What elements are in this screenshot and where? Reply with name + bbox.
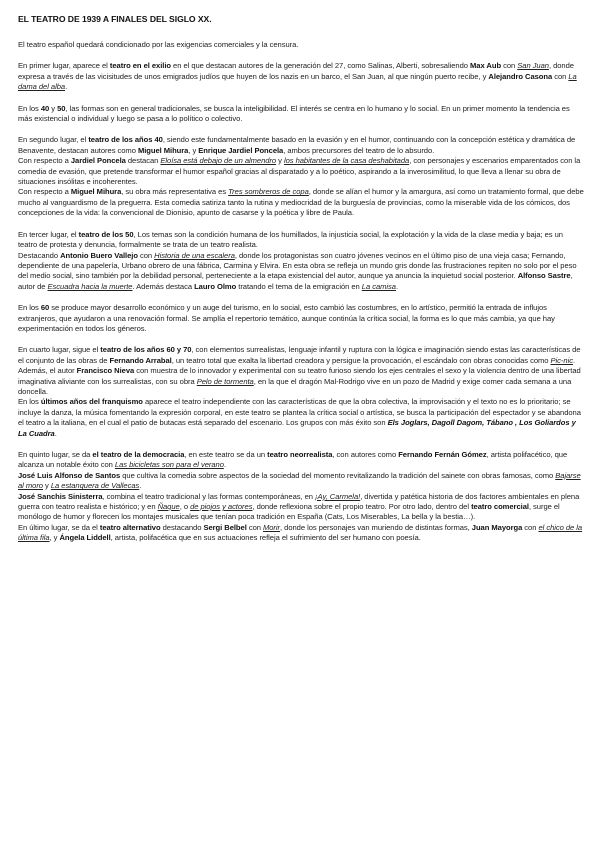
text-run: Destacando <box>18 250 61 260</box>
text-run: destacando <box>160 522 204 532</box>
text-run: , en este teatro se da un <box>184 450 268 459</box>
text-run: , donde se alían el humor y la amargura, así como un tratamiento formal, que debe mucho al vanguardismo de la preguerra. Esta comedia satiriza tanto la rutina y mediocridad de la burguesía de provincias, como la miserable vida de los cómicos, dos concepciones de la vida: la convencional de Dionisio, apunto de casarse y la poética y libre de Paula. <box>18 187 584 218</box>
text-run: con <box>501 61 518 71</box>
work-title: Historia de una escalera <box>154 250 235 260</box>
bold-term: Max Aub <box>470 61 502 71</box>
paragraph-50s-theatre <box>18 230 584 292</box>
work-title: Las bicicletas son para el verano <box>114 460 224 470</box>
bold-term: Antonio Buero Vallejo <box>60 250 138 260</box>
text-run: , su obra más representativa es <box>121 187 229 197</box>
bold-term: teatro comercial <box>471 502 529 512</box>
text-run: , donde los protagonistas son cuatro jóvenes vecinos en el último piso de una vieja casa; Fernando, dependiente de una papelería, Urbano obrero de una fábrica, Carmina y Elvira. En esta obra se refleja un mundo gris donde las frustraciones repiten no solo por el peso del medio social, sino también por la debilidad personal, perteneciente a la etapa existencial del autor, aunque ya anuncia la inquietud social posterior. <box>18 250 577 281</box>
text-run: , donde reflexiona sobre el propio teatro. Por otro lado, dentro del <box>252 502 472 512</box>
text-run: En quinto lugar, se da <box>18 450 93 459</box>
work-title: La estanquera de Vallecas <box>50 481 140 491</box>
bold-term: Miguel Mihura <box>137 145 189 155</box>
work-title: el chico de la última fila <box>18 522 583 543</box>
bold-term: teatro de los años 60 y 70 <box>100 345 192 355</box>
text-run: , surge el monólogo de humor y florecen los montajes musicales que tenían poca tradición en España (Cats, Los Miserables, La bella y la bestia…). <box>18 502 560 522</box>
text-run: con <box>246 522 263 532</box>
text-run: , en la que el dragón Mal-Rodrigo vive en un pozo de Madrid y exige comer cada semana a una doncella. <box>18 376 572 396</box>
text-run: . Además, el autor <box>18 355 576 376</box>
text-run: . <box>139 481 142 491</box>
paragraph-40s-theatre <box>18 135 584 218</box>
work-title: Escuadra hacia la muerte <box>47 281 133 291</box>
text-run: en el que destacan autores de la generación del 27, como Salinas, Alberti, sobresaliendo <box>170 61 471 71</box>
text-run: , con elementos surrealistas, lenguaje infantil y ruptura con la lógica e imaginación siendo estas las características de el conjunto de las obras de <box>18 345 581 365</box>
bold-term: Sergi Belbel <box>203 522 247 532</box>
paragraph-exile-theatre <box>18 61 584 92</box>
text-run: , divertida y patética historia de dos factores ambientales en plena guerra con teatro realista e histórico; y en <box>18 491 580 512</box>
text-run: que cultiva la comedia sobre aspectos de la sociedad del momento revitalizando la tradición del sainete con obras famosas, como <box>120 470 556 480</box>
bold-term: 50 <box>57 103 66 113</box>
work-title: Ñaque <box>157 502 180 512</box>
text-run: , artista, polifacética que en sus actuaciones refleja el sufrimiento del ser humano con poesía. <box>110 533 421 543</box>
text-run: En los <box>18 397 41 407</box>
work-title: ¡Ay, Carmela! <box>315 491 361 501</box>
text-run: . <box>223 460 226 470</box>
bold-term: 40 <box>40 103 50 113</box>
bold-term: Miguel Mihura <box>70 187 122 197</box>
work-title: Bajarse al moro <box>18 470 581 491</box>
bold-term: Ángela Liddell <box>59 533 111 543</box>
bold-term: últimos años del franquismo <box>40 397 143 407</box>
intro-paragraph: El teatro español quedará condicionado por las exigencias comerciales y la censura. <box>18 40 299 49</box>
bold-term: Enrique Jardiel Poncela <box>198 145 284 155</box>
bold-term: teatro neorrealista <box>267 450 333 459</box>
text-run: En cuarto lugar, sigue el <box>18 345 101 355</box>
work-title: Eloísa está debajo de un almendro <box>160 156 277 166</box>
text-run: En los <box>18 103 41 113</box>
bold-term: Alejandro Casona <box>488 71 553 81</box>
text-run: aparece el teatro independiente con las características de que la obra colectiva, la improvisación y el texto no es lo prioritario; se incluye la danza, la música fomentando la expresión corporal, en este teatro se plantea la crítica social o artística, se busca la participación del espectador y se abandona el teatro a la italiana, en el cual el patio de butacas está separado del escenario. Los grupos con más éxito son <box>18 397 581 428</box>
text-run: , Los temas son la condición humana de los humillados, la injusticia social, la explotación y la vida de la clase media y baja; es un teatro de protesta y denuncia, formalmente se trata de un teatro realista. <box>18 229 563 250</box>
paragraph-60s-overview <box>18 303 584 334</box>
text-run: , y <box>188 145 199 155</box>
bold-italic-term: Els Joglars, Dagoll Dagom, Tábano , Los Goliardos y La Cuadra <box>18 418 576 438</box>
text-run: y <box>276 156 284 166</box>
text-run: , combina el teatro tradicional y las formas contemporáneas, en <box>102 491 316 501</box>
text-run: En último lugar, se da el <box>18 522 100 532</box>
text-run: . <box>54 428 57 438</box>
text-run: , donde los personajes van muriendo de distintas formas, <box>280 522 472 532</box>
work-title: los habitantes de la casa deshabitada <box>283 156 410 166</box>
bold-term: José Luis Alfonso de Santos <box>18 470 121 480</box>
text-run: con muestra de lo innovador y experimental con su teatro furioso siendo los ejes centrales el sexo y la violencia dentro de una libertad imaginativa aliviante con los surrealistas, con su obra <box>18 366 581 386</box>
bold-term: 60 <box>40 303 50 313</box>
text-run: con <box>552 71 569 81</box>
text-run: Con respecto a <box>18 156 71 166</box>
work-title: Pic-nic <box>550 355 573 365</box>
work-title: La dama del alba <box>18 71 577 92</box>
text-run: , artista polifacético, que alcanza un notable éxito con <box>18 450 568 470</box>
paragraph-democracy-theatre <box>18 450 584 544</box>
bold-term: teatro de los 50 <box>78 229 134 239</box>
text-run: , las formas son en general tradicionales, se busca la inteligibilidad. El interés se centra en lo humano y lo social. En un primer momento la tendencia es más existencial o individual y luego se pasa a lo político o colectivo. <box>18 103 570 124</box>
bold-term: Lauro Olmo <box>194 281 237 291</box>
text-run: . Además destaca <box>132 281 195 291</box>
text-run: tratando el tema de la emigración en <box>236 281 362 291</box>
bold-term: Jardiel Poncela <box>70 156 126 166</box>
text-run: En primer lugar, aparece el <box>18 61 110 71</box>
text-run: y <box>42 481 51 491</box>
text-run: se produce mayor desarrollo económico y un auge del turismo, en lo social, esto cambió las costumbres, en lo artístico, permitió la entrada de influjos extranjeros, que ayudaron a una renovación formal. Se amplía el repertorio temático, aunque continúa la crítica social, la forma es lo que más cambia, ya que hay experimentación en todos los géneros. <box>18 303 555 333</box>
bold-term: teatro de los años 40 <box>88 135 163 145</box>
text-run: con <box>522 522 539 532</box>
work-title: Tres sombreros de copa <box>228 187 309 197</box>
text-run: . <box>395 281 399 291</box>
text-run: En tercer lugar, el <box>18 229 79 239</box>
bold-term: Alfonso Sastre <box>517 271 571 281</box>
text-run: , y <box>49 533 60 543</box>
work-title: Pelo de tormenta <box>196 376 254 386</box>
bold-term: Juan Mayorga <box>471 522 523 532</box>
text-run: Con respecto a <box>18 187 71 197</box>
bold-term: Fernando Arrabal <box>109 355 172 365</box>
text-run: , ambos precursores del teatro de lo absurdo. <box>283 145 435 155</box>
bold-term: teatro en el exilio <box>109 61 171 71</box>
work-title: La camisa <box>361 281 396 291</box>
bold-term: Fernando Fernán Gómez <box>398 450 487 459</box>
text-run: y <box>49 103 58 113</box>
work-title: Morir <box>262 522 281 532</box>
text-run: destacan <box>125 156 161 166</box>
paragraph-40s-50s-overview <box>18 104 584 125</box>
bold-term: Francisco Nieva <box>76 366 135 376</box>
paragraph-60s-70s-theatre <box>18 345 584 439</box>
text-run: , donde expresa a través de las vicisitudes de unos emigrados judíos que huyen de los nazis en un barco, el San Juan, al que ningún puerto recibe, y <box>18 61 574 81</box>
document-page <box>18 14 584 555</box>
text-run: , un teatro total que exalta la libertad creadora y persigue la provocación, el escándalo con obras conocidas como <box>171 355 551 365</box>
work-title: San Juan <box>517 61 549 71</box>
document-title: EL TEATRO DE 1939 A FINALES DEL SIGLO XX. <box>18 14 212 24</box>
text-run: con <box>137 250 155 260</box>
bold-term: teatro alternativo <box>99 522 161 532</box>
work-title: de piojos y actores <box>190 502 253 512</box>
bold-term: el teatro de la democracia <box>92 450 185 459</box>
text-run: . <box>65 82 68 92</box>
text-run: , con autores como <box>332 450 399 459</box>
text-run: , o <box>179 502 191 512</box>
text-run: En segundo lugar, el <box>18 135 89 145</box>
bold-term: José Sanchis Sinisterra <box>18 491 103 501</box>
text-run: , autor de <box>18 271 573 291</box>
text-run: , con personajes y escenarios emparentados con la comedia de evasión, que pretende transformar el humor español gracias al disparatado y a lo poético, aspirando a la inverosimilitud, lo que lleva a llenar su obra de situaciones insólitas e incoherentes. <box>18 156 581 187</box>
text-run: En los <box>18 303 41 313</box>
text-run: , siendo este fundamentalmente basado en la evasión y en el humor, continuando con la concepción estética y dramática de Benavente, destacan autores como <box>18 135 576 155</box>
